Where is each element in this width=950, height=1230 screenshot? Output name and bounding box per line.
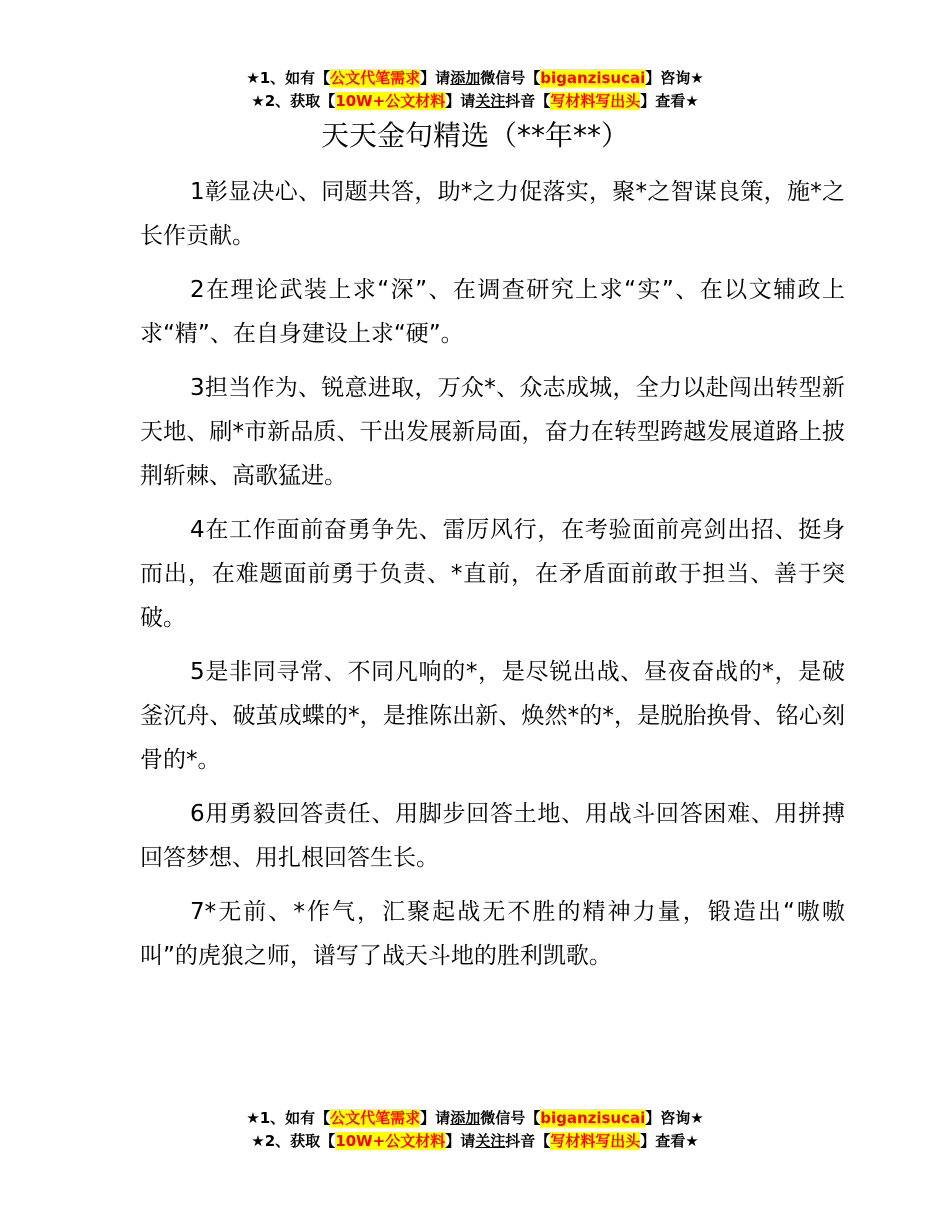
footer-banner bbox=[0, 1107, 950, 1153]
footer-line-1: ★1、如有【公文代笔需求】请添加微信号【biganzisucai】咨询★ bbox=[246, 1109, 704, 1127]
document-body bbox=[140, 170, 845, 988]
paragraph-5: 5是非同寻常、不同凡响的*，是尽锐出战、昼夜奋战的*，是破釜沉舟、破茧成蝶的*，是推陈出新、焕然*的*，是脱胎换骨、铭心刻骨的*。 bbox=[140, 659, 845, 773]
highlight-materials: 10W+公文材料 bbox=[335, 92, 446, 110]
highlight-service: 公文代笔需求 bbox=[330, 1109, 421, 1127]
highlight-wechat-id: biganzisucai bbox=[540, 69, 646, 87]
highlight-wechat-id: biganzisucai bbox=[540, 1109, 646, 1127]
highlight-douyin-id: 写材料写出头 bbox=[550, 92, 641, 110]
header-banner bbox=[0, 67, 950, 113]
banner-line-1: ★1、如有【公文代笔需求】请添加微信号【biganzisucai】咨询★ bbox=[246, 69, 704, 87]
banner-line-2: ★2、获取【10W+公文材料】请关注抖音【写材料写出头】查看★ bbox=[251, 92, 699, 110]
paragraph-6: 6用勇毅回答责任、用脚步回答土地、用战斗回答困难、用拼搏回答梦想、用扎根回答生长。 bbox=[140, 801, 845, 871]
footer-line-2: ★2、获取【10W+公文材料】请关注抖音【写材料写出头】查看★ bbox=[251, 1132, 699, 1150]
paragraph-3: 3担当作为、锐意进取，万众*、众志成城，全力以赴闯出转型新天地、刷*市新品质、干出发展新局面，奋力在转型跨越发展道路上披荆斩棘、高歌猛进。 bbox=[140, 375, 845, 489]
highlight-materials: 10W+公文材料 bbox=[335, 1132, 446, 1150]
page-title: 天天金句精选（**年**） bbox=[320, 119, 629, 152]
highlight-service: 公文代笔需求 bbox=[330, 69, 421, 87]
paragraph-1: 1彰显决心、同题共答，助*之力促落实，聚*之智谋良策，施*之长作贡献。 bbox=[140, 179, 845, 249]
paragraph-4: 4在工作面前奋勇争先、雷厉风行，在考验面前亮剑出招、挺身而出，在难题面前勇于负责、*直前，在矛盾面前敢于担当、善于突破。 bbox=[140, 517, 845, 631]
paragraph-2: 2在理论武装上求“深”、在调查研究上求“实”、在以文辅政上求“精”、在自身建设上求“硬”。 bbox=[140, 277, 845, 347]
highlight-douyin-id: 写材料写出头 bbox=[550, 1132, 641, 1150]
paragraph-7: 7*无前、*作气，汇聚起战无不胜的精神力量，锻造出“嗷嗷叫”的虎狼之师，谱写了战天斗地的胜利凯歌。 bbox=[140, 899, 845, 969]
